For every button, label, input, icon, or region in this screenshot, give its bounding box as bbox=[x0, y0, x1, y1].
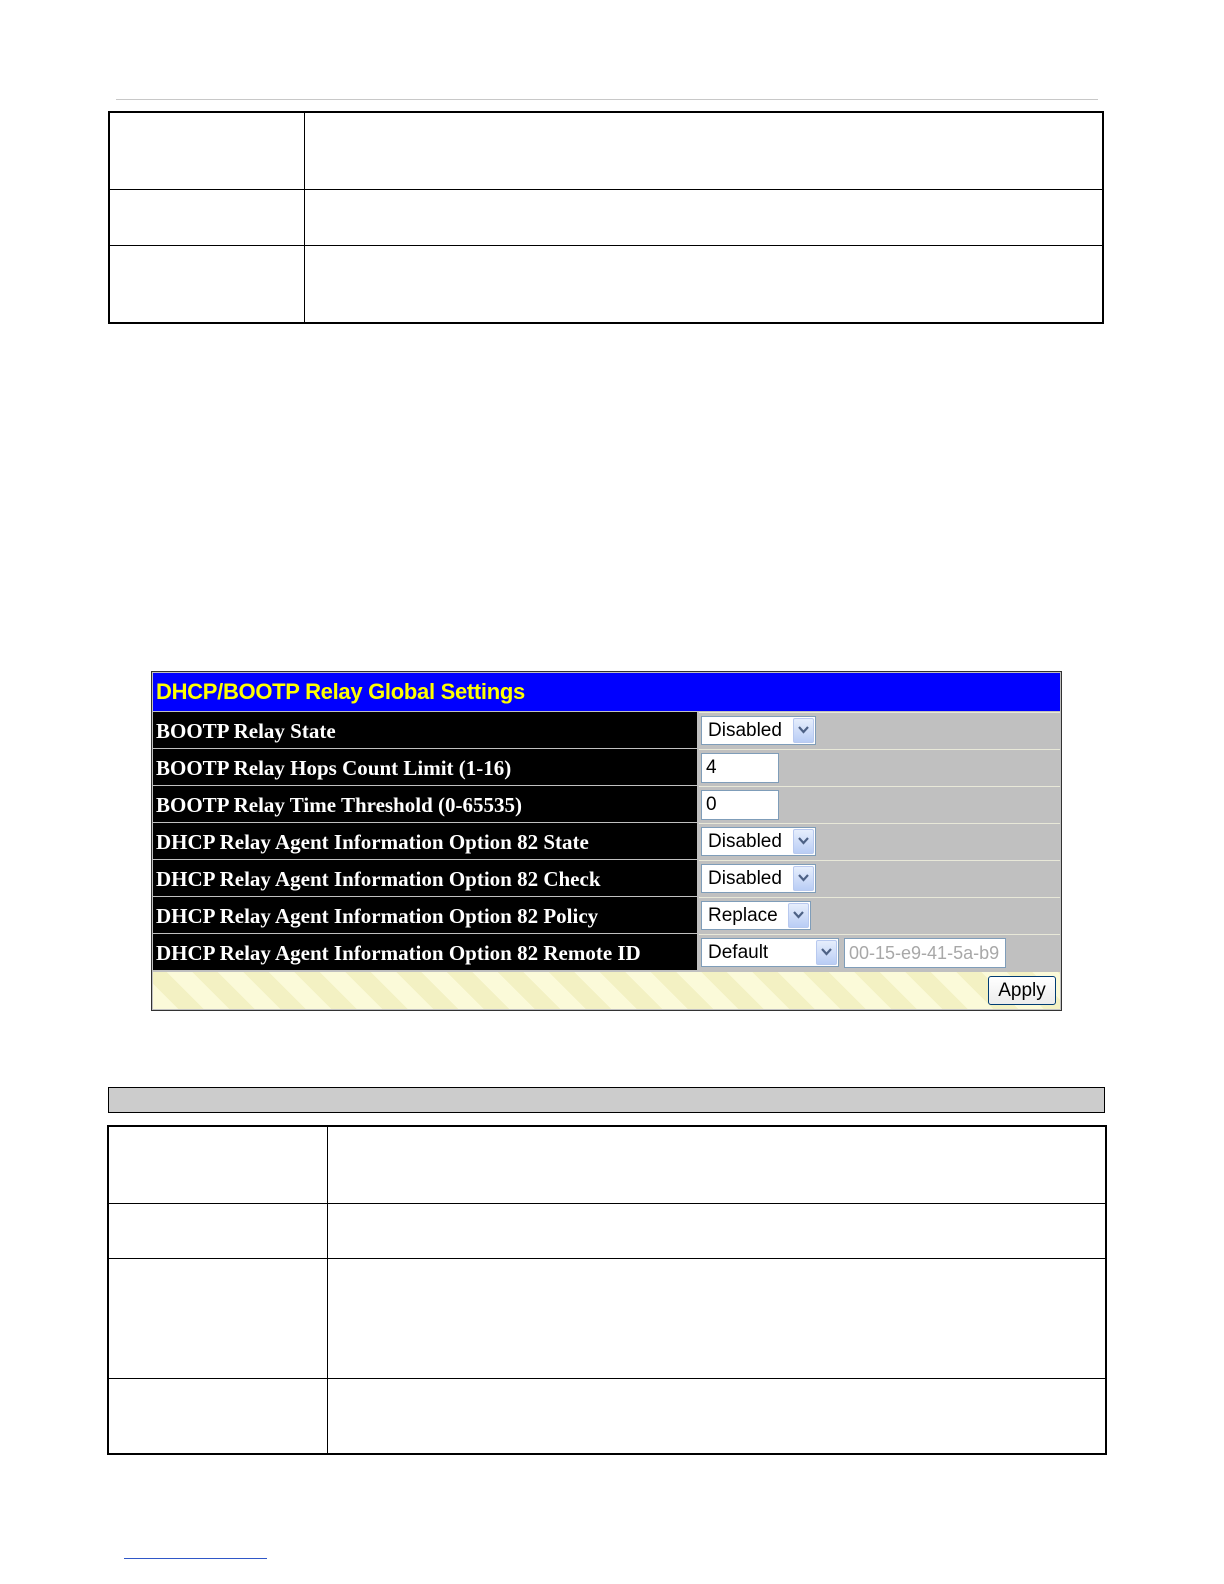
panel-title: DHCP/BOOTP Relay Global Settings bbox=[153, 673, 1060, 711]
select-value: Disabled bbox=[708, 720, 782, 741]
select-value: Default bbox=[708, 942, 769, 963]
setting-label: BOOTP Relay Hops Count Limit (1-16) bbox=[153, 749, 697, 785]
option82-check-select[interactable] bbox=[701, 864, 816, 893]
setting-label: BOOTP Relay State bbox=[153, 712, 697, 748]
setting-value-cell bbox=[699, 749, 1060, 785]
option82-policy-select[interactable] bbox=[701, 901, 811, 930]
chevron-down-icon[interactable] bbox=[793, 866, 814, 891]
setting-row-bootp-relay-state bbox=[153, 712, 1060, 748]
hops-count-limit-input[interactable]: 4 bbox=[701, 753, 779, 783]
chevron-down-icon[interactable] bbox=[793, 718, 814, 743]
setting-row-option82-check bbox=[153, 860, 1060, 896]
table-row bbox=[109, 1127, 1105, 1203]
dhcp-bootp-relay-global-settings-panel bbox=[151, 671, 1062, 1011]
chevron-down-icon[interactable] bbox=[793, 829, 814, 854]
setting-value-cell bbox=[699, 786, 1060, 822]
table-row bbox=[110, 245, 1102, 323]
setting-value-cell bbox=[699, 934, 1060, 970]
setting-label: DHCP Relay Agent Information Option 82 State bbox=[153, 823, 697, 859]
spec-table-bottom bbox=[107, 1125, 1107, 1455]
setting-row-hops-count-limit bbox=[153, 749, 1060, 785]
setting-row-option82-policy bbox=[153, 897, 1060, 933]
setting-label: BOOTP Relay Time Threshold (0-65535) bbox=[153, 786, 697, 822]
header-rule bbox=[116, 99, 1098, 100]
time-threshold-input[interactable]: 0 bbox=[701, 790, 779, 820]
setting-row-option82-state bbox=[153, 823, 1060, 859]
setting-value-cell bbox=[699, 860, 1060, 896]
table-header-bar bbox=[108, 1087, 1105, 1113]
table-row bbox=[109, 1203, 1105, 1259]
setting-value-cell bbox=[699, 712, 1060, 748]
chevron-down-icon[interactable] bbox=[788, 903, 809, 928]
table-row bbox=[110, 113, 1102, 189]
apply-row bbox=[153, 972, 1060, 1009]
option82-state-select[interactable] bbox=[701, 827, 816, 856]
setting-row-option82-remote-id bbox=[153, 934, 1060, 970]
spec-table-top bbox=[108, 111, 1104, 324]
apply-button[interactable]: Apply bbox=[988, 976, 1056, 1005]
setting-label: DHCP Relay Agent Information Option 82 Remote ID bbox=[153, 934, 697, 970]
option82-remote-id-select[interactable] bbox=[701, 938, 839, 967]
setting-row-time-threshold bbox=[153, 786, 1060, 822]
table-row bbox=[109, 1378, 1105, 1454]
setting-value-cell bbox=[699, 823, 1060, 859]
table-row bbox=[110, 189, 1102, 246]
select-value: Disabled bbox=[708, 831, 782, 852]
chevron-down-icon[interactable] bbox=[816, 940, 837, 965]
setting-value-cell bbox=[699, 897, 1060, 933]
table-row bbox=[109, 1258, 1105, 1379]
setting-label: DHCP Relay Agent Information Option 82 Check bbox=[153, 860, 697, 896]
footer-link-underline[interactable] bbox=[124, 1558, 267, 1559]
bootp-relay-state-select[interactable] bbox=[701, 716, 816, 745]
select-value: Disabled bbox=[708, 868, 782, 889]
setting-label: DHCP Relay Agent Information Option 82 Policy bbox=[153, 897, 697, 933]
remote-id-mac-input[interactable]: 00-15-e9-41-5a-b9 bbox=[844, 938, 1006, 968]
select-value: Replace bbox=[708, 905, 778, 926]
